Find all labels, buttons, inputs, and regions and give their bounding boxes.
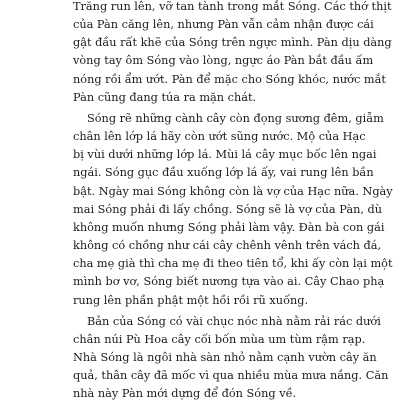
text-line: Bản của Sóng có vài chục nóc nhà nằm rải rác dưới (87, 314, 381, 328)
paragraph-3 (73, 313, 389, 400)
text-line: gật đầu rất khẽ của Sóng trên ngực mình. Pàn dịu dàng (73, 36, 392, 50)
text-line: của Pàn căng lên, nhưng Pàn vẫn cảm nhận được cái (73, 18, 374, 32)
text-line: quả, thân cây đã mốc vì qua nhiều mùa mưa nắng. Căn (73, 369, 389, 383)
text-line: vòng tay ôm Sóng vào lòng, ngực áo Pàn bắt đầu ấm (73, 54, 374, 68)
text-line: bị vùi dưới những lớp lá. Mùi lá cây mục bốc lên ngai (73, 148, 377, 162)
text-line: rung lên phần phật một hồi rồi rũ xuống. (73, 293, 309, 307)
paragraph-1 (73, 0, 392, 107)
text-line: bật. Ngày mai Sóng không còn là vợ của Hạc nữa. Ngày (73, 184, 393, 198)
text-line: mình bơ vơ, Sóng biết nương tựa vào ai. Cây Chao phạ (73, 275, 385, 289)
body-text (73, 0, 393, 400)
text-line: chân núi Pù Hoa cây cối bốn mùa um tùm rậm rạp. (73, 332, 366, 346)
text-line: Pàn cũng đang túa ra mặn chát. (73, 90, 257, 104)
paragraph-2 (73, 110, 393, 310)
text-line: cha mẹ già thì cha mẹ đi theo tiên tổ, khi ấy còn lại một (73, 257, 393, 271)
text-line: nhà này Pàn mới dựng để đón Sóng về. (73, 387, 297, 400)
text-line: mai Sóng phải đi lấy chồng. Sóng sẽ là vợ của Pàn, dù (73, 202, 383, 216)
text-line: chân lên lớp lá hãy còn ướt sũng nước. Mộ của Hạc (73, 130, 366, 144)
text-line: nóng rồi ẩm ướt. Pàn để mặc cho Sóng khóc, nước mắt (73, 72, 386, 86)
text-line: không muốn nhưng Sóng phải làm vậy. Đàn bà con gái (73, 220, 385, 234)
text-line: Nhà Sóng là ngôi nhà sàn nhỏ nằm cạnh vườn cây ăn (73, 350, 377, 364)
text-line: Trăng run lên, vỡ tan tành trong mắt Sóng. Các thớ thịt (73, 0, 392, 13)
text-line: Sóng rẽ những cành cây còn đọng sương đêm, giẫm (87, 111, 384, 125)
text-line: không có chồng như cái cây chênh vênh trên vách đá, (73, 239, 382, 253)
text-line: ngái. Sóng gục đầu xuống lớp lá ấy, vai rung lên bần (73, 166, 374, 180)
